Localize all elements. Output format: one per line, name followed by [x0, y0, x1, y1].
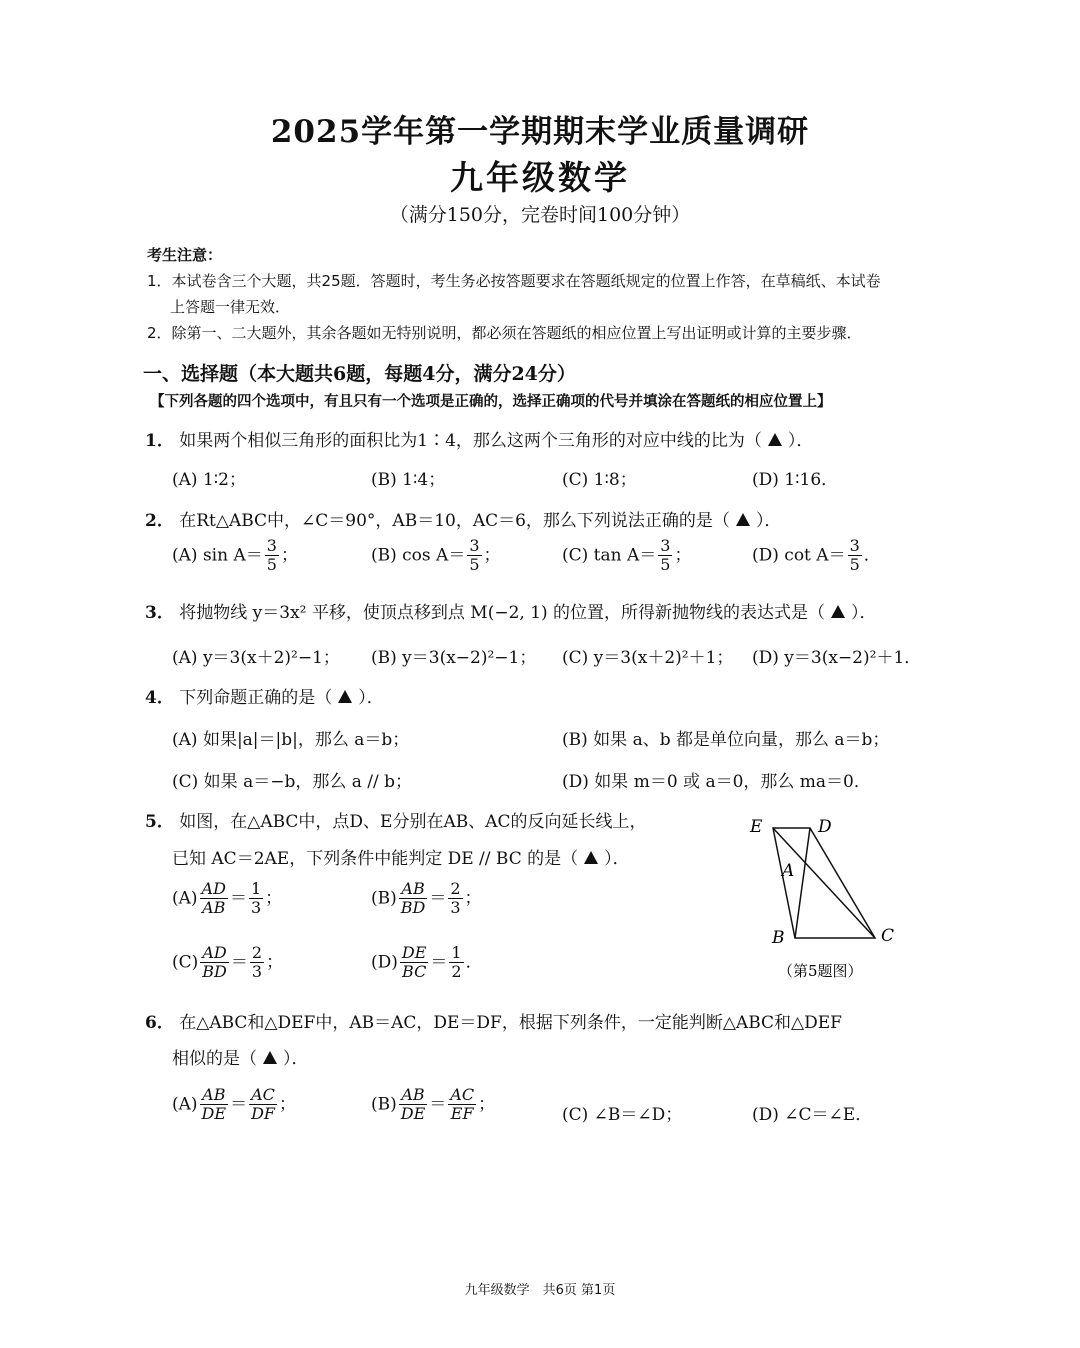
- answer-triangle-icon: [736, 513, 750, 526]
- figure-label-a: A: [782, 861, 795, 881]
- q6-option-d: (D) ∠C＝∠E．: [752, 1105, 873, 1125]
- question-number: 3．: [145, 603, 174, 623]
- notice-item-1-cont: 上答题一律无效．: [170, 298, 291, 316]
- question-number: 5．: [145, 812, 174, 832]
- q4-option-a: (A) 如果|a|＝|b|，那么 a＝b；: [172, 730, 410, 750]
- question-6-line-2: 相似的是（ ）．: [172, 1049, 309, 1069]
- figure-line-db: [795, 828, 810, 938]
- figure-label-d: D: [818, 817, 832, 837]
- q1-option-c: (C) 1∶8；: [562, 470, 637, 490]
- question-stem-end: ）．: [851, 603, 877, 623]
- answer-triangle-icon: [263, 1051, 277, 1064]
- notice-heading: 考生注意：: [147, 246, 223, 264]
- question-stem: 在△ABC和△DEF中，AB＝AC，DE＝DF，根据下列条件，一定能判断△ABC和△DEF: [179, 1013, 842, 1033]
- notice-item-1: 1．本试卷含三个大题，共25题．答题时，考生务必按答题要求在答题纸规定的位置上作答，在草稿纸、本试卷: [147, 272, 881, 290]
- question-4: [145, 683, 384, 708]
- section-heading: 一、选择题（本大题共6题，每题4分，满分24分）: [143, 363, 576, 385]
- question-number: 1．: [145, 431, 174, 451]
- section-instruction: 【下列各题的四个选项中，有且只有一个选项是正确的，选择正确项的代号并填涂在答题纸的相应位置上】: [150, 394, 832, 410]
- q5-option-a: (A) $\frac{AD}{AB}$ ＝ $\frac{1}{3}$ ；: [172, 879, 283, 918]
- q5-option-d: (D) $\frac{DE}{BC}$ ＝ $\frac{1}{2}$ ．: [371, 943, 483, 982]
- question-6: [145, 1008, 842, 1033]
- q1-option-d: (D) 1∶16．: [752, 470, 839, 490]
- question-number: 6．: [145, 1013, 174, 1033]
- q5-option-c: (C) $\frac{AD}{BD}$ ＝ $\frac{2}{3}$ ；: [172, 943, 284, 982]
- question-3: [145, 598, 877, 623]
- q2-option-b: (B) cos A＝ $\frac{3}{5}$ ；: [371, 536, 501, 575]
- q3-option-d: (D) y＝3(x−2)²＋1．: [752, 648, 922, 668]
- answer-triangle-icon: [338, 690, 352, 703]
- q2-option-c: (C) tan A＝ $\frac{3}{5}$ ；: [562, 536, 692, 575]
- q4-option-d: (D) 如果 m＝0 或 a＝0，那么 ma＝0．: [562, 772, 871, 792]
- question-number: 4．: [145, 688, 174, 708]
- page-footer: 九年级数学 共6页 第1页: [464, 1283, 616, 1298]
- q1-option-a: (A) 1∶2；: [172, 470, 247, 490]
- notice-item-2: 2．除第一、二大题外，其余各题如无特别说明，都必须在答题纸的相应位置上写出证明或计算的主要步骤．: [147, 324, 862, 342]
- q6-option-c: (C) ∠B＝∠D；: [562, 1105, 683, 1125]
- question-stem-end: ）．: [755, 511, 782, 531]
- q4-option-c: (C) 如果 a＝−b，那么 a // b；: [172, 772, 413, 792]
- q5-geometry-figure: [740, 810, 910, 985]
- figure-label-b: B: [772, 928, 785, 948]
- exam-subject: 九年级数学: [450, 158, 630, 197]
- q3-option-b: (B) y＝3(x−2)²−1；: [371, 648, 537, 668]
- exam-duration-note: （满分150分，完卷时间100分钟）: [389, 204, 691, 226]
- q4-option-b: (B) 如果 a、b 都是单位向量，那么 a＝b；: [562, 730, 890, 750]
- figure-line-ec: [773, 828, 875, 938]
- question-stem-end: ）．: [787, 431, 814, 451]
- figure-label-e: E: [750, 817, 763, 837]
- question-stem: 将抛物线 y＝3x² 平移，使顶点移到点 M(−2, 1) 的位置，所得新抛物线的表达式是（: [179, 603, 826, 623]
- q3-option-a: (A) y＝3(x＋2)²−1；: [172, 648, 340, 668]
- q6-option-b: (B) $\frac{AB}{DE}$ ＝ $\frac{AC}{EF}$ ；: [371, 1085, 496, 1124]
- q3-option-c: (C) y＝3(x＋2)²＋1；: [562, 648, 734, 668]
- question-5: [145, 807, 647, 832]
- answer-triangle-icon: [768, 433, 782, 446]
- question-number: 2．: [145, 511, 174, 531]
- q6-option-a: (A) $\frac{AB}{DE}$ ＝ $\frac{AC}{DF}$ ；: [172, 1085, 296, 1124]
- answer-triangle-icon: [831, 605, 845, 618]
- figure-label-c: C: [881, 926, 895, 946]
- q2-option-a: (A) sin A＝ $\frac{3}{5}$ ；: [172, 536, 298, 575]
- q1-option-b: (B) 1∶4；: [371, 470, 446, 490]
- question-stem: 如图，在△ABC中，点D、E分别在AB、AC的反向延长线上，: [179, 812, 647, 832]
- question-stem: 在Rt△ABC中，∠C＝90°，AB＝10，AC＝6，那么下列说法正确的是（: [179, 511, 730, 531]
- q5-option-b: (B) $\frac{AB}{BD}$ ＝ $\frac{2}{3}$ ；: [371, 879, 482, 918]
- question-stem: 如果两个相似三角形的面积比为1∶4，那么这两个三角形的对应中线的比为（: [179, 431, 762, 451]
- question-stem-end: ）．: [358, 688, 384, 708]
- question-2: [145, 506, 781, 531]
- figure-caption: （第5题图）: [778, 962, 863, 980]
- answer-triangle-icon: [584, 851, 598, 864]
- question-5-line-2: 已知 AC＝2AE，下列条件中能判定 DE // BC 的是（ ）．: [172, 849, 630, 869]
- question-stem: 下列命题正确的是（: [179, 688, 333, 708]
- exam-title: 2025学年第一学期期末学业质量调研: [270, 114, 810, 150]
- question-1: [145, 426, 813, 451]
- q2-option-d: (D) cot A＝ $\frac{3}{5}$ ．: [752, 536, 881, 575]
